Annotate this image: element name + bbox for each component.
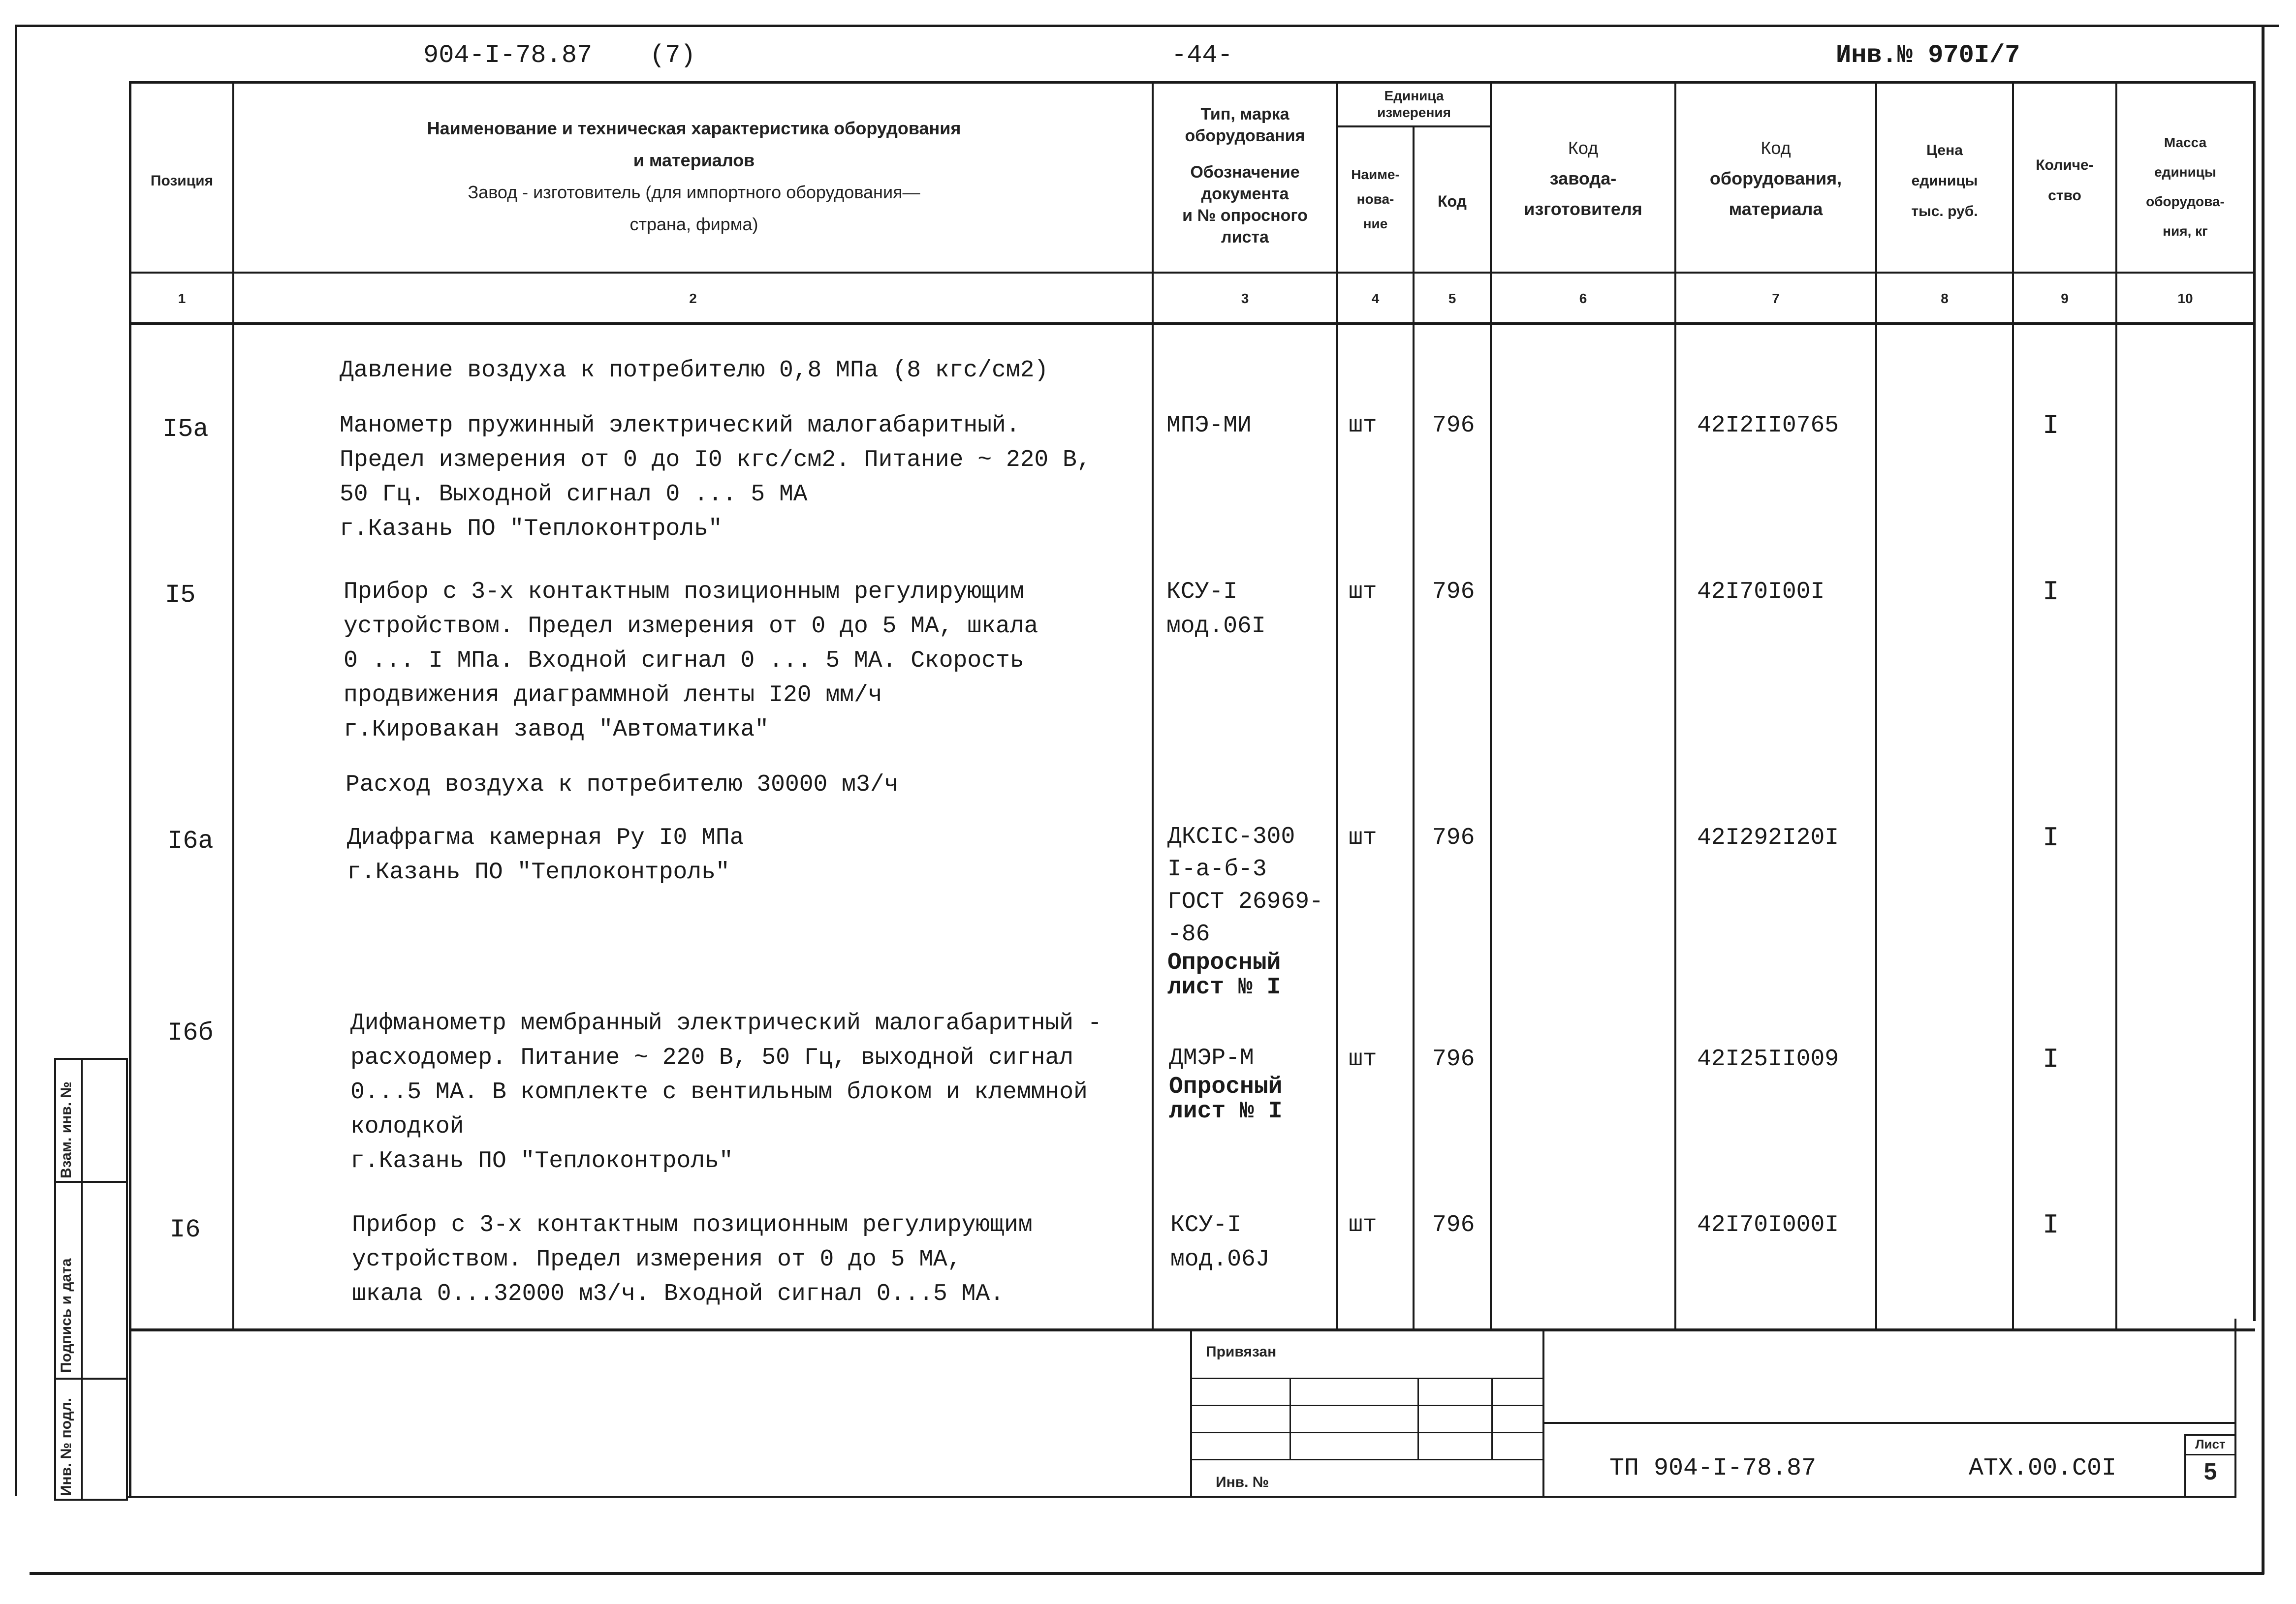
row-unit-code: 796 <box>1432 412 1475 439</box>
col-num-10: 10 <box>2177 291 2193 306</box>
row-equip-code: 42I70I00I <box>1697 579 1825 605</box>
header-price: Цена единицы тыс. руб. <box>1911 142 1978 219</box>
row-unit: шт <box>1349 412 1377 439</box>
row-qty: I <box>2043 576 2059 608</box>
doc-number: 904-I-78.87 <box>423 41 593 70</box>
row-description: Прибор с 3-х контактным позиционным регулирующим устройством. Предел измерения от 0 до 5 МА, шкала 0 ... I МПа. Входной сигнал 0 ... 5 МА. Скорость продвижения диаграммной ленты I20 мм/ч г.Кировакан завод "Автоматика" <box>344 579 1038 743</box>
col-line-9 <box>2115 81 2117 1331</box>
row-type: КСУ-I мод.06I <box>1166 579 1266 640</box>
section-heading-flow: Расход воздуха к потребителю 30000 м3/ч <box>346 771 899 798</box>
frame-top <box>15 25 2279 27</box>
section-heading-pressure: Давление воздуха к потребителю 0,8 МПа (8 кгс/см2) <box>340 357 1049 384</box>
row-unit: шт <box>1349 579 1377 605</box>
attached-grid-h4 <box>1192 1459 1542 1460</box>
col-line-7 <box>1875 81 1877 1331</box>
header-unit-code: Код <box>1438 192 1467 210</box>
inv-no-label: Инв. № <box>1216 1474 1269 1490</box>
header-name: Наименование и техническая характеристика оборудования и материалов Завод - изготовитель (для импортного оборудования— страна, фирма) <box>427 118 961 234</box>
table-top <box>129 81 2255 84</box>
row-position: I5 <box>165 581 196 610</box>
title-doc-code: АТХ.00.С0I <box>1969 1454 2117 1482</box>
col-line-6 <box>1674 81 1676 1331</box>
frame-left <box>15 25 17 1496</box>
col-line-2 <box>1152 81 1154 1331</box>
header-plant-code: Код завода- изготовителя <box>1524 138 1642 219</box>
side-label-original-inv: Инв. № подл. <box>58 1397 74 1496</box>
row-position: I6а <box>167 827 214 856</box>
inner-frame-right <box>2234 1319 2236 1498</box>
side-stamp-divider-2 <box>54 1378 128 1380</box>
col-line-3 <box>1336 81 1338 1331</box>
col-num-7: 7 <box>1772 291 1780 306</box>
col-num-3: 3 <box>1241 291 1249 306</box>
row-unit-code: 796 <box>1432 1212 1475 1238</box>
attached-label: Привязан <box>1206 1344 1277 1360</box>
side-label-signature-date: Подпись и дата <box>58 1258 74 1373</box>
row-type: МПЭ-МИ <box>1166 412 1252 439</box>
inner-frame-bottom <box>128 1496 2234 1498</box>
row-qty: I <box>2043 822 2059 854</box>
side-stamp-divider-v <box>81 1058 83 1501</box>
header-unit: Единица измерения <box>1377 88 1451 120</box>
frame-bottom <box>30 1572 2264 1575</box>
row-equip-code: 42I70I000I <box>1697 1212 1839 1238</box>
row-equip-code: 42I2II0765 <box>1697 412 1839 439</box>
row-unit: шт <box>1349 1046 1377 1073</box>
page-paren: (7) <box>650 41 696 70</box>
header-mass: Масса единицы оборудова- ния, кг <box>2146 135 2225 239</box>
col-num-4: 4 <box>1371 291 1380 306</box>
col-line-5 <box>1490 81 1492 1331</box>
row-unit-code: 796 <box>1432 825 1475 851</box>
row-type: ДКСIС-300 I-а-б-3 ГОСТ 26969- -86 Опросный лист № I <box>1167 824 1323 1001</box>
row-unit: шт <box>1349 825 1377 851</box>
inventory-number: Инв.№ 970I/7 <box>1836 41 2020 70</box>
side-label-replaced-inv: Взам. инв. № <box>58 1081 74 1178</box>
row-type: КСУ-I мод.06J <box>1170 1212 1270 1273</box>
attached-grid-v2 <box>1417 1378 1419 1459</box>
row-description: Манометр пружинный электрический малогабаритный. Предел измерения от 0 до I0 кгс/см2. Питание ~ 220 В, 50 Гц. Выходной сигнал 0 ... 5 МА г.Казань ПО "Теплоконтроль" <box>340 412 1091 542</box>
side-stamp-divider-1 <box>54 1181 128 1183</box>
unit-subheader-line <box>1336 125 1490 127</box>
row-position: I6 <box>170 1215 201 1244</box>
attached-grid-h2 <box>1192 1405 1542 1406</box>
col-num-9: 9 <box>2061 291 2069 306</box>
row-description: Дифманометр мембранный электрический малогабаритный - расходомер. Питание ~ 220 В, 50 Гц, выходной сигнал 0...5 МА. В комплекте с вентильным блоком и клеммной колодкой г.Казань ПО "Теплоконтроль" <box>350 1010 1102 1174</box>
header-position: Позиция <box>150 173 214 189</box>
row-position: I5а <box>162 415 209 444</box>
attached-grid-v3 <box>1491 1378 1493 1459</box>
attached-grid-h1 <box>1192 1378 1542 1379</box>
col-num-5: 5 <box>1448 291 1456 306</box>
row-position: I6б <box>167 1018 214 1048</box>
col-num-6: 6 <box>1579 291 1587 306</box>
header-unit-name: Наиме- нова- ние <box>1351 167 1400 231</box>
row-unit: шт <box>1349 1212 1377 1238</box>
header-equip-code: Код оборудования, материала <box>1709 138 1842 219</box>
row-qty: I <box>2043 1044 2059 1075</box>
row-unit-code: 796 <box>1432 1046 1475 1073</box>
sheet-number: 5 <box>2203 1459 2217 1485</box>
page-number: -44- <box>1171 41 1233 70</box>
header-type: Тип, марка оборудования Обозначение документа и № опросного листа <box>1182 105 1308 247</box>
row-qty: I <box>2043 410 2059 441</box>
col-line-8 <box>2012 81 2014 1331</box>
row-qty: I <box>2043 1209 2059 1241</box>
col-num-2: 2 <box>689 291 697 306</box>
header-qty: Количе- ство <box>2036 157 2094 204</box>
col-line-1 <box>232 81 234 1331</box>
row-equip-code: 42I292I20I <box>1697 825 1839 851</box>
title-block-top <box>1544 1422 2234 1424</box>
row-unit-code: 796 <box>1432 579 1475 605</box>
row-description: Прибор с 3-х контактным позиционным регулирующим устройством. Предел измерения от 0 до 5 МА, шкала 0...32000 м3/ч. Входной сигнал 0...5 МА. <box>352 1212 1033 1307</box>
title-doc-number: ТП 904-I-78.87 <box>1609 1454 1817 1482</box>
col-num-8: 8 <box>1941 291 1949 306</box>
attached-grid-v1 <box>1290 1378 1291 1459</box>
sheet-label: Лист <box>2195 1437 2226 1451</box>
row-equip-code: 42I25II009 <box>1697 1046 1839 1073</box>
row-description: Диафрагма камерная Ру I0 МПа г.Казань ПО "Теплоконтроль" <box>347 825 744 886</box>
number-row-line <box>129 322 2255 325</box>
frame-right <box>2262 25 2265 1574</box>
col-num-1: 1 <box>178 291 186 306</box>
attached-grid-h3 <box>1192 1432 1542 1433</box>
header-line <box>129 272 2255 274</box>
table-right <box>2253 81 2256 1321</box>
row-type: ДМЭР-М Опросный лист № I <box>1169 1045 1283 1125</box>
